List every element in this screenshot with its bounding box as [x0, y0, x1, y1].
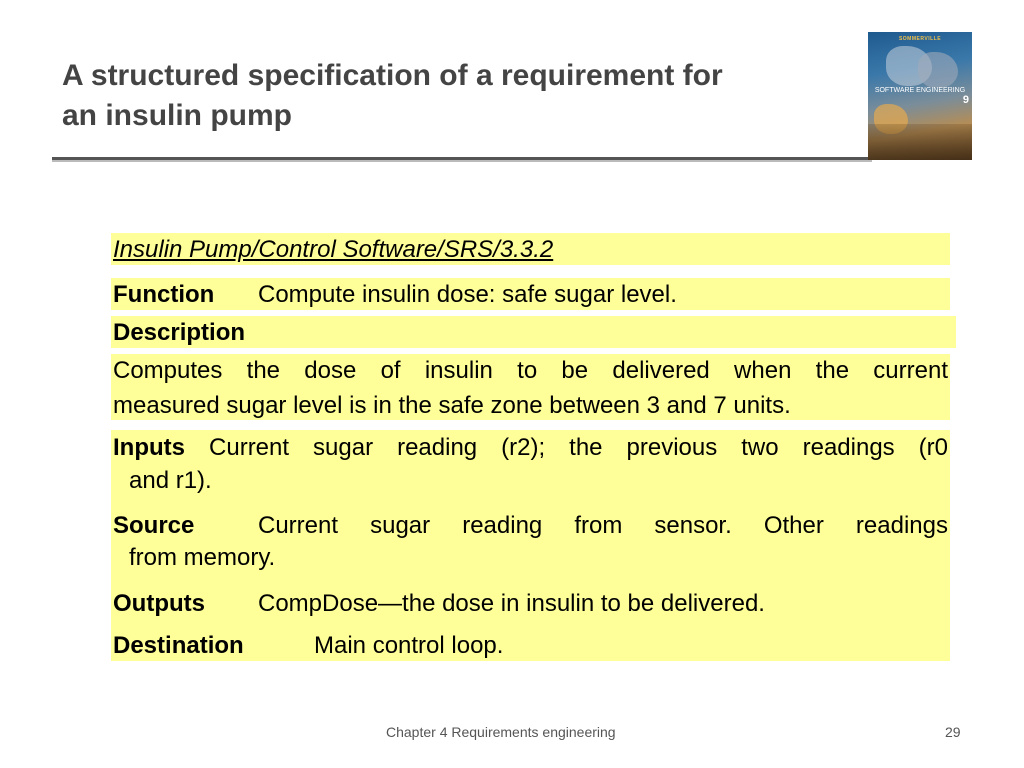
cover-shadow — [868, 124, 972, 160]
source-line-1: Current sugar reading from sensor. Other readings — [258, 512, 948, 539]
function-label: Function — [113, 281, 215, 308]
destination-label: Destination — [113, 632, 244, 659]
destination-text: Main control loop. — [314, 632, 504, 659]
inputs-label: Inputs — [113, 434, 185, 461]
title-line-1: A structured specification of a requirement for — [62, 59, 723, 92]
source-line-2: from memory. — [129, 544, 276, 571]
cover-edition: 9 — [962, 94, 969, 106]
footer-chapter: Chapter 4 Requirements engineering — [386, 724, 616, 740]
description-line-2: measured sugar level is in the safe zone between 3 and 7 units. — [113, 392, 791, 419]
source-label: Source — [113, 512, 195, 539]
inputs-text: Current sugar reading (r2); the previous two readings (r0 — [209, 434, 949, 461]
outputs-text: CompDose—the dose in insulin to be delivered. — [258, 590, 765, 617]
footer-page-number: 29 — [945, 724, 961, 740]
inputs-line-1 — [113, 432, 948, 464]
cover-title: SOFTWARE ENGINEERING — [874, 87, 966, 94]
description-line-1: Computes the dose of insulin to be delivered when the current — [113, 357, 948, 384]
slide-title — [62, 56, 852, 136]
title-line-2: an insulin pump — [62, 99, 292, 132]
inputs-line-2: and r1). — [129, 467, 212, 494]
cover-author: SOMMERVILLE — [898, 36, 942, 42]
function-text: Compute insulin dose: safe sugar level. — [258, 281, 677, 308]
outputs-label: Outputs — [113, 590, 205, 617]
title-divider-shadow — [52, 160, 872, 162]
spec-heading: Insulin Pump/Control Software/SRS/3.3.2 — [113, 236, 554, 263]
book-cover-image — [868, 32, 972, 160]
cover-building-shape-2 — [918, 52, 958, 88]
description-label: Description — [113, 319, 246, 346]
